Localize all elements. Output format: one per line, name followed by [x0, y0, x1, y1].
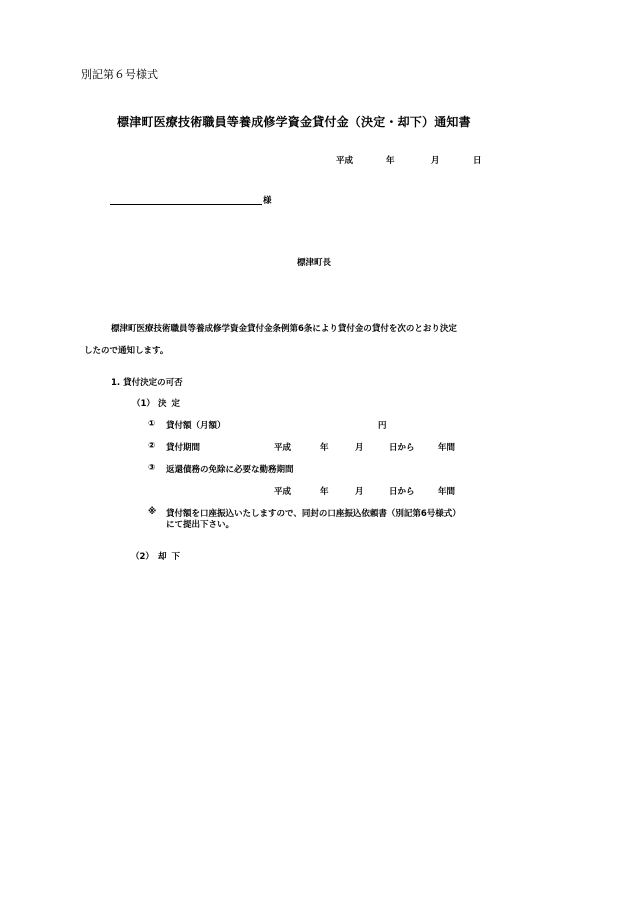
section-1-heading: 1. 貸付決定の可否 — [111, 378, 183, 388]
item-1-mark: ① — [148, 419, 156, 429]
service-period-era: 平成 — [274, 487, 292, 497]
service-period-month: 月 — [355, 487, 364, 497]
period-from: 日から — [389, 443, 415, 453]
decision-number: （1） — [132, 399, 155, 409]
period-month: 月 — [355, 443, 364, 453]
note-mark: ※ — [148, 507, 157, 517]
date-month: 月 — [431, 156, 440, 166]
body-text-line-1: 標津町医療技術職員等養成修学資金貸付金条例第6条により貸付金の貸付を次のとおり決定 — [111, 324, 457, 334]
item-2-label: 貸付期間 — [166, 443, 201, 453]
decision-label: 決定 — [158, 399, 186, 409]
period-span: 年間 — [438, 443, 456, 453]
document-title: 標津町医療技術職員等養成修学資金貸付金（決定・却下）通知書 — [117, 115, 471, 129]
item-3-mark: ③ — [148, 463, 156, 473]
item-1-label: 貸付額（月額） — [166, 421, 226, 431]
date-day: 日 — [473, 156, 482, 166]
body-text-line-2: したので通知します。 — [84, 346, 169, 356]
service-period-year: 年 — [320, 487, 329, 497]
rejection-label: 却下 — [158, 552, 186, 562]
period-era: 平成 — [274, 443, 292, 453]
service-period-from: 日から — [389, 487, 415, 497]
service-period-span: 年間 — [438, 487, 456, 497]
form-number: 別記第６号様式 — [81, 68, 158, 81]
item-2-mark: ② — [148, 441, 156, 451]
period-year: 年 — [320, 443, 329, 453]
item-3-label: 返還債務の免除に必要な勤務期間 — [166, 465, 294, 475]
issuer-name: 標津町長 — [297, 258, 332, 268]
note-line-2: にて提出下さい。 — [166, 520, 235, 530]
addressee-blank-line — [110, 204, 262, 205]
rejection-number: （2） — [131, 552, 154, 562]
date-era: 平成 — [336, 156, 354, 166]
item-1-unit: 円 — [378, 421, 387, 431]
date-year: 年 — [386, 156, 395, 166]
addressee-suffix: 様 — [263, 196, 272, 206]
note-line-1: 貸付額を口座振込いたしますので、同封の口座振込依頼書（別記第6号様式） — [166, 509, 461, 519]
